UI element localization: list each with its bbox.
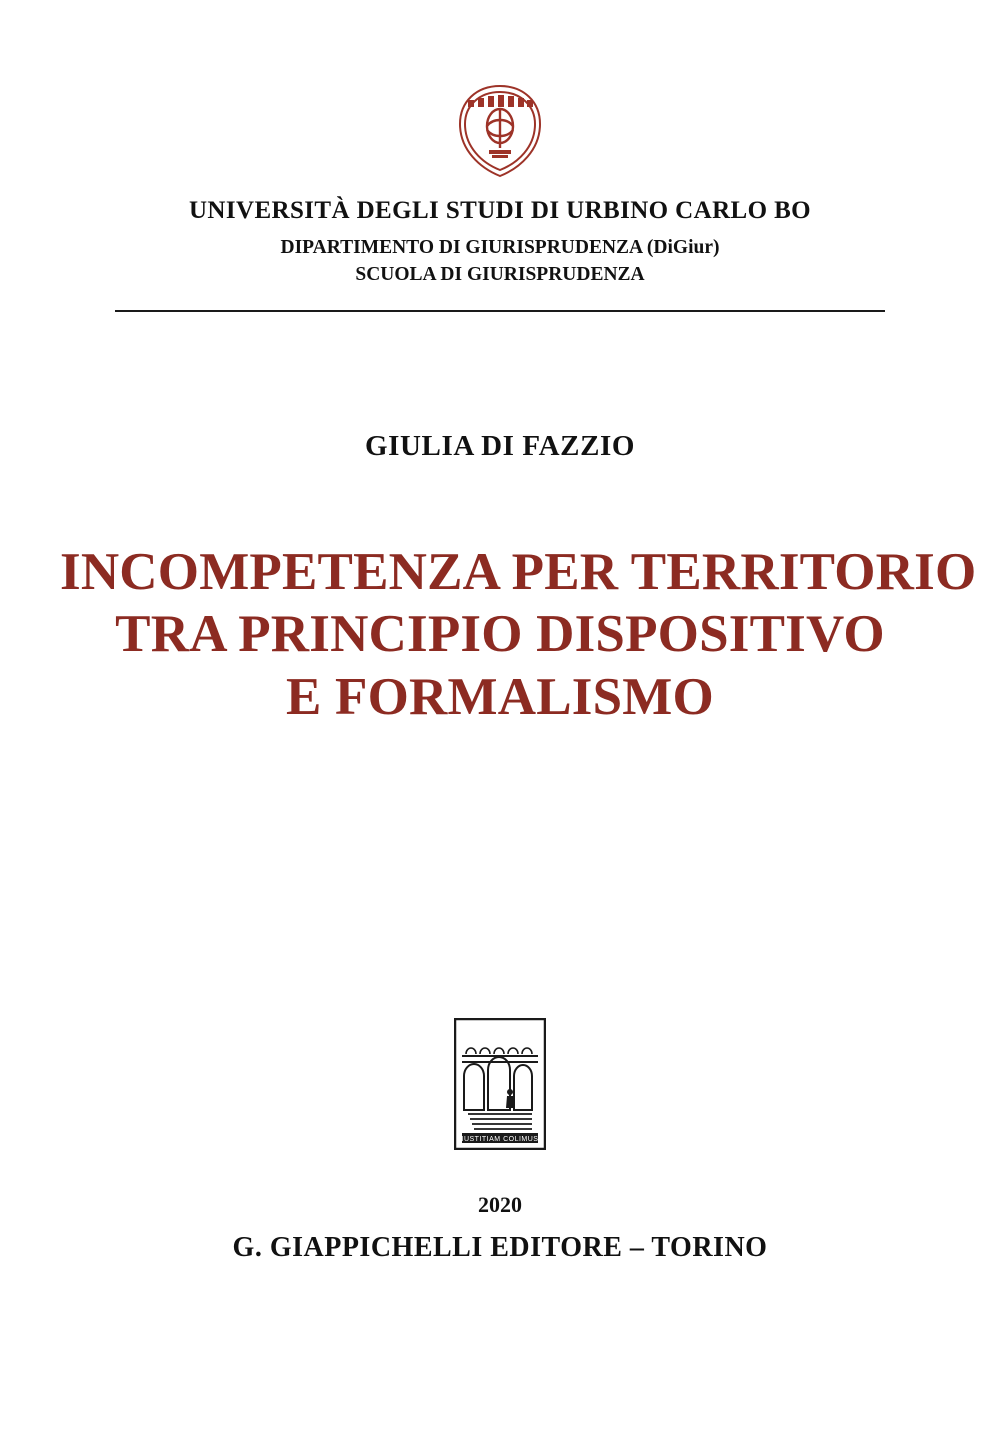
university-heading (0, 196, 1000, 288)
book-title-line-3: E FORMALISMO (286, 667, 714, 726)
giappichelli-colonnade-logo-icon (454, 1018, 546, 1150)
publication-year: 2020 (478, 1192, 522, 1218)
svg-text:IUSTITIAM COLIMUS: IUSTITIAM COLIMUS (461, 1136, 539, 1144)
book-title (60, 541, 977, 729)
publisher-logo (454, 1018, 546, 1150)
university-department: DIPARTIMENTO DI GIURISPRUDENZA (DiGiur) (280, 237, 720, 258)
header-divider (115, 310, 885, 312)
book-title-line-1: INCOMPETENZA PER TERRITORIO (60, 542, 977, 601)
university-crest (448, 78, 552, 182)
university-name: UNIVERSITÀ DEGLI STUDI DI URBINO CARLO BO (188, 197, 812, 224)
university-school: SCUOLA DI GIURISPRUDENZA (355, 264, 645, 286)
author-name: GIULIA DI FAZZIO (364, 429, 636, 462)
book-title-line-2: TRA PRINCIPIO DISPOSITIVO (115, 605, 885, 664)
university-crest-icon (448, 78, 552, 182)
publisher-name: G. GIAPPICHELLI EDITORE – TORINO (232, 1232, 768, 1264)
